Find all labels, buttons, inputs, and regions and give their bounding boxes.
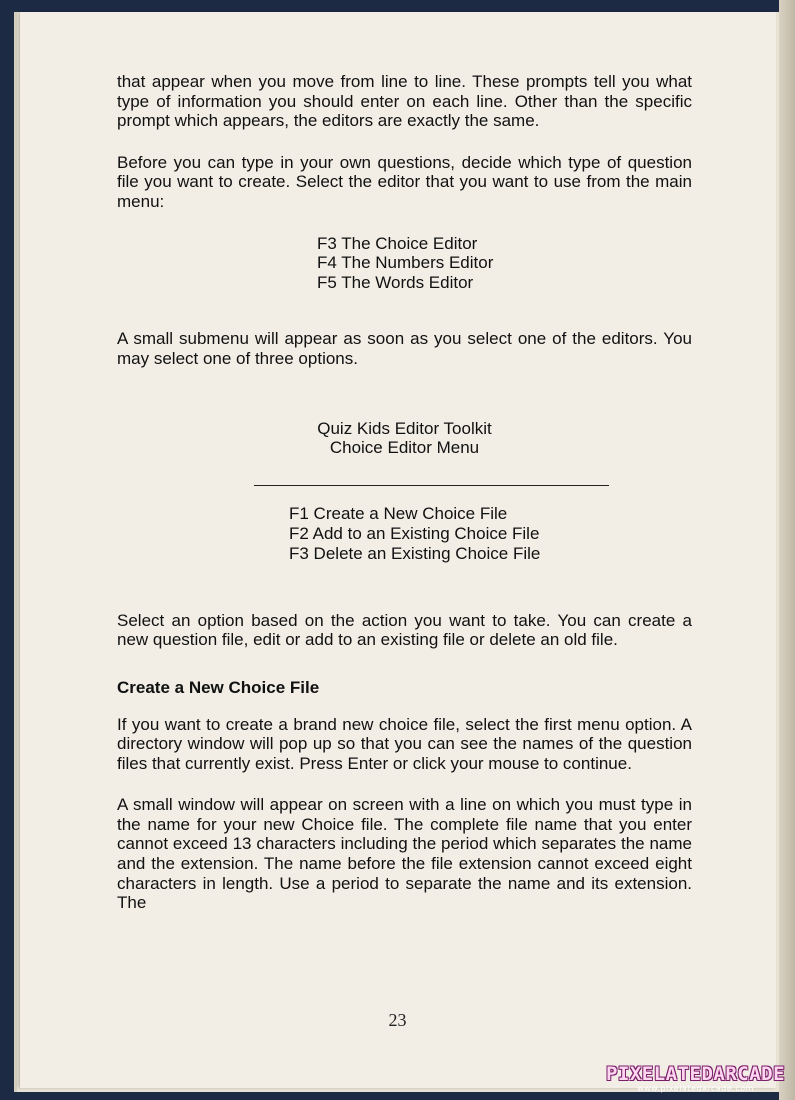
submenu-item-delete: F3 Delete an Existing Choice File — [289, 543, 541, 563]
menu-item-numbers-editor: F4 The Numbers Editor — [317, 253, 494, 273]
watermark-logo — [598, 1064, 793, 1094]
submenu-item-create: F1 Create a New Choice File — [289, 503, 508, 523]
menu-item-choice-editor: F3 The Choice Editor — [317, 233, 478, 253]
paragraph-submenu: A small submenu will appear as soon as you select one of the editors. You may select one of three options. — [117, 329, 692, 368]
paragraph-prompts: that appear when you move from line to line. These prompts tell you what type of information you should enter on each line. Other than the specific prompt which appears, the editors are exactly the same. — [117, 72, 692, 131]
page-number: 23 — [388, 1010, 407, 1030]
submenu-item-add: F2 Add to an Existing Choice File — [289, 523, 540, 543]
paragraph-create-file: If you want to create a brand new choice file, select the first menu option. A directory window will pop up so that you can see the names of the question files that currently exist. Press Enter or click your mouse to continue. — [117, 714, 692, 773]
menu-item-words-editor: F5 The Words Editor — [317, 272, 474, 292]
toolkit-subtitle: Choice Editor Menu — [329, 438, 480, 458]
paragraph-file-name: A small window will appear on screen with a line on which you must type in the name for your new Choice file. The complete file name that you enter cannot exceed 13 characters including the period which separates the name and the extension. The name before the file extension cannot exceed eight characters in length. Use a period to separate the name and its extension. The — [117, 795, 692, 913]
toolkit-header — [117, 419, 692, 458]
divider — [254, 485, 609, 486]
paragraph-select-option: Select an option based on the action you want to take. You can create a new question file, edit or add to an existing file or delete an old file. — [117, 610, 692, 650]
editors-menu — [317, 234, 692, 293]
watermark-name: PIXELATEDARCADE — [605, 1063, 786, 1085]
page-content — [117, 72, 692, 935]
toolkit-title: Quiz Kids Editor Toolkit — [317, 418, 492, 438]
book-edge — [779, 0, 795, 1100]
watermark-url: www.pixelatedarcade.com — [637, 1084, 754, 1093]
paragraph-select-editor: Before you can type in your own questions, decide which type of question file you want to create. Select the editor that you want to use from the main menu: — [117, 152, 692, 211]
section-heading: Create a New Choice File — [117, 677, 320, 697]
choice-submenu — [289, 504, 692, 564]
